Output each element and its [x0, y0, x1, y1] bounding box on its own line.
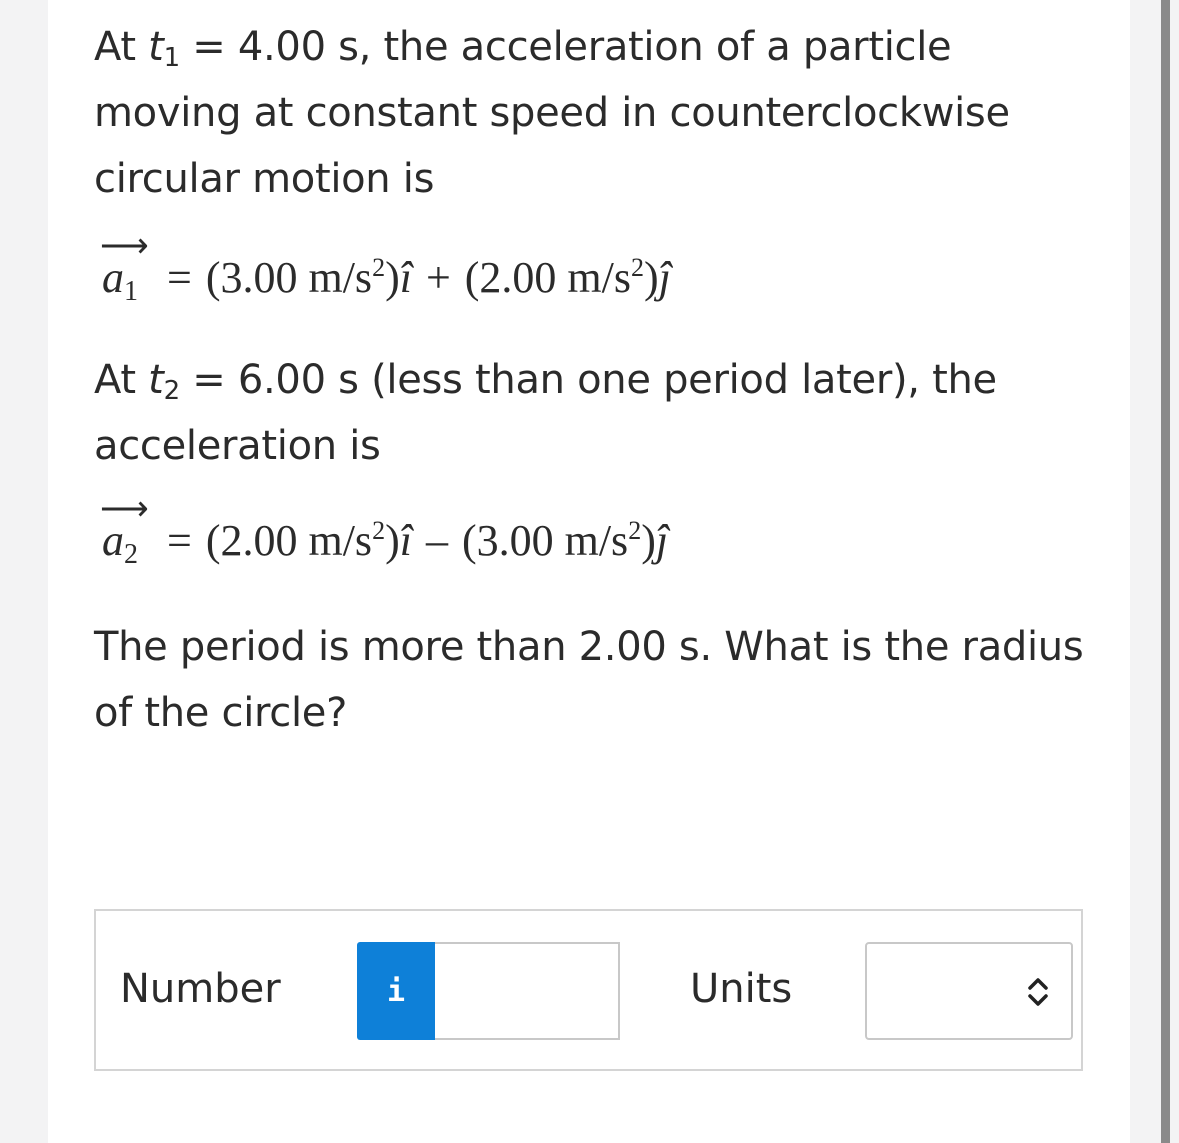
chevron-updown-icon: [1025, 974, 1051, 1010]
number-input[interactable]: [435, 942, 620, 1040]
units-label: Units: [690, 966, 793, 1012]
operator: –: [425, 516, 448, 565]
question-text-1: [94, 14, 1094, 212]
time-subscript: 1: [163, 43, 180, 73]
acceleration-equation-2: [100, 491, 669, 570]
exponent: 2: [628, 516, 642, 545]
unit-vector-i: î: [399, 516, 412, 565]
unit-vector-j: ĵ: [658, 253, 671, 302]
vector-symbol: a: [102, 516, 124, 565]
equals-sign: =: [167, 253, 192, 302]
operator: +: [425, 253, 451, 302]
paren-close: ): [385, 253, 400, 302]
time-subscript: 2: [163, 376, 180, 406]
term-1: (3.00 m/s: [205, 253, 373, 302]
text-segment: At: [94, 24, 149, 70]
question-text-3: The period is more than 2.00 s. What is the radius of the circle?: [94, 624, 1084, 736]
time-variable: t: [148, 357, 164, 403]
question-text-2: [94, 347, 1094, 479]
exponent: 2: [372, 516, 386, 545]
term-2: (3.00 m/s: [461, 516, 629, 565]
info-icon: i: [386, 973, 406, 1009]
unit-vector-j: ĵ: [655, 516, 669, 565]
time-variable: t: [148, 24, 164, 70]
exponent: 2: [631, 253, 645, 282]
units-select[interactable]: [865, 942, 1073, 1040]
vector-subscript: 2: [124, 539, 138, 570]
paren-close: ): [644, 253, 659, 302]
vector-symbol: a: [102, 253, 124, 302]
term-2: (2.00 m/s: [464, 253, 632, 302]
vector-a1: [100, 228, 149, 307]
paren-close: ): [385, 516, 400, 565]
exponent: 2: [372, 253, 386, 282]
vector-subscript: 1: [124, 276, 138, 307]
vector-arrow-icon: ⟶: [100, 228, 149, 265]
paren-close: ): [641, 516, 656, 565]
equals-sign: =: [167, 516, 192, 565]
text-segment: = 4.00 s, the acceleration of a particle moving at constant speed in counterclockwise circular motion is: [94, 24, 1010, 202]
acceleration-equation-1: [100, 228, 671, 307]
unit-vector-i: î: [399, 253, 412, 302]
text-segment: At: [94, 357, 149, 403]
term-1: (2.00 m/s: [205, 516, 373, 565]
number-label: Number: [120, 966, 281, 1012]
vector-arrow-icon: ⟶: [100, 491, 149, 528]
text-segment: = 6.00 s (less than one period later), the acceleration is: [94, 357, 997, 469]
scrollbar[interactable]: [1161, 0, 1170, 1143]
info-button[interactable]: [357, 942, 435, 1040]
vector-a2: [100, 491, 149, 570]
